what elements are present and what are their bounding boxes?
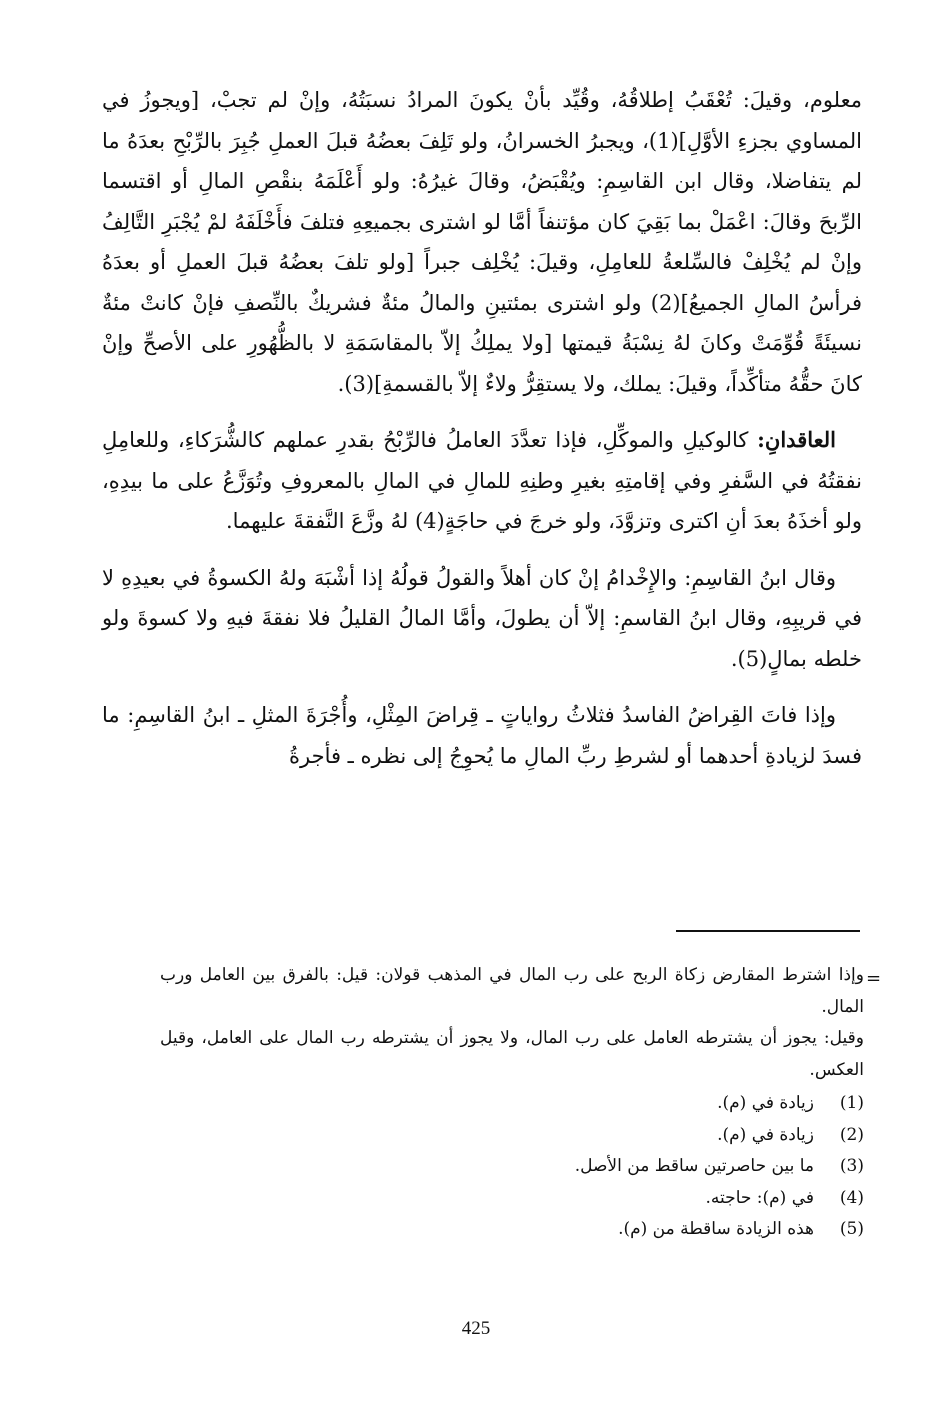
footnote-item (160, 1151, 864, 1183)
footnote-text: زيادة في (م). (717, 1124, 814, 1145)
footnote-separator (676, 930, 860, 932)
footnote-text: ما بين حاصرتين ساقط من الأصل. (574, 1156, 814, 1176)
footnote-continuation-line: وقيل: يجوز أن يشترطه العامل على رب المال، ولا يجوز أن يشترطه رب المال على العامل، وقيل العكس. (160, 1028, 864, 1080)
footnote-text: في (م): حاجته. (705, 1187, 814, 1208)
footnote-text: هذه الزيادة ساقطة من (م). (618, 1219, 814, 1239)
paragraph-2-text: كالوكيلِ والموكِّلِ، فإذا تعدَّدَ العاملُ فالرِّبْحُ بقدرِ عملهم كالشُّرَكاءِ، وللعامِلِ نفقتُهُ في السَّفرِ وفي إقامتِهِ بغيرِ وطنِهِ للمالِ في المالِ بالمعروفِ وتُوَزَّعُ على ما بيدِهِ، ولو أخذَهُ بعدَ أنِ اكترى وتزوَّدَ، ولو خرجَ في حاجَةٍ(4) لهُ وزَّعَ النَّفقةَ عليهما. (102, 428, 862, 533)
footnote-item (160, 1214, 864, 1246)
footnote-number: (1) (839, 1093, 864, 1113)
footnote-number: (5) (839, 1219, 864, 1239)
paragraph-3: وقال ابنُ القاسِمِ: والإِخْدامُ إنْ كان أهلاً والقولُ قولُهُ إذا أشْبَهَ ولهُ الكسوةُ في بعيدِهِ لا في قريبِهِ، وقال ابنُ القاسمِ: إلاّ أن يطولَ، وأمَّا المالُ القليلُ فلا نفقةَ فيهِ ولا كسوةَ ولو خلطه بمالٍ(5). (102, 565, 862, 671)
footnote-item (160, 1183, 864, 1215)
footnote-list (160, 1088, 864, 1246)
footnote-number: (4) (839, 1187, 864, 1208)
footnote-number: (2) (839, 1124, 864, 1145)
page-number: 425 (461, 1318, 491, 1339)
section-lead-word: العاقدانِ: (757, 427, 836, 452)
footnote-continuation-line: وإذا اشترط المقارض زكاة الربح على رب المال في المذهب قولان: قيل: بالفرق بين العامل ورب المال. (160, 965, 864, 1017)
footnotes (160, 960, 864, 1246)
main-text (102, 80, 862, 792)
footnote-number: (3) (839, 1156, 864, 1176)
footnote-item (160, 1120, 864, 1152)
footnote-item (160, 1088, 864, 1120)
footnote-text: زيادة في (م). (717, 1093, 814, 1113)
paragraph-2 (102, 420, 862, 542)
footnote-continuation-mark: = (866, 968, 882, 989)
paragraph-1: معلوم، وقيلَ: تُعْقَبُ إطلاقُهُ، وقُيِّد بأنْ يكونَ المرادُ نسبَتُهُ، وإنْ لم تجبْ، [ويجوزُ في المساوي بجزءِ الأوَّلِ](1)، ويجبرُ الخسرانُ، ولو تَلِفَ بعضُهُ قبلَ العملِ جُبِرَ بالرِّبْحِ بعدَهُ ما لم يتفاضلا، وقال ابن القاسِمِ: ويُقْبَضُ، وقالَ غيرُهُ: ولو أَعْلَمَهُ بنقْصِ المالِ أو اقتسما الرِّبحَ وقالَ: اعْمَلْ بما بَقِيَ كان مؤتنفاً أمَّا لو اشترى بجميعِهِ فتلفَ فأَخْلَفَهُ لمْ يُجْبَرِ التَّالِفُ وإنْ لم يُخْلِفْ فالسِّلعةُ للعامِلِ، وقيلَ: يُخْلِف جبراً [ولو تلفَ بعضُهُ قبلَ العملِ أو بعدَهُ فرأسُ المالِ الجميعُ](2) ولو اشترى بمئتينِ والمالُ مئةٌ فشريكٌ بالنِّصفِ فإنْ كانتْ مئةٌ نسيئَةً قُوِّمَتْ وكانَ لهُ نِسْبَةُ قيمتها [ولا يملِكُ إلاّ بالمقاسَمَةِ لا بالظُّهُورِ على الأصحِّ وإنْ كانَ حقُّهُ متأكِّداً، وقيلَ: يملك، ولا يستقِرُّ ولاءٌ إلاّ بالقسمةِ](3). (102, 88, 862, 396)
paragraph-4: وإذا فاتَ القِراضُ الفاسدُ فثلاثُ رواياتٍ ـ قِراضَ المِثْلِ، وأُجْرَةَ المثلِ ـ ابنُ القاسِمِ: ما فسدَ لزيادةِ أحدهما أو لشرطِ ربِّ المالِ ما يُحوِجُ إلى نظره ـ فأجرةُ (102, 703, 862, 768)
